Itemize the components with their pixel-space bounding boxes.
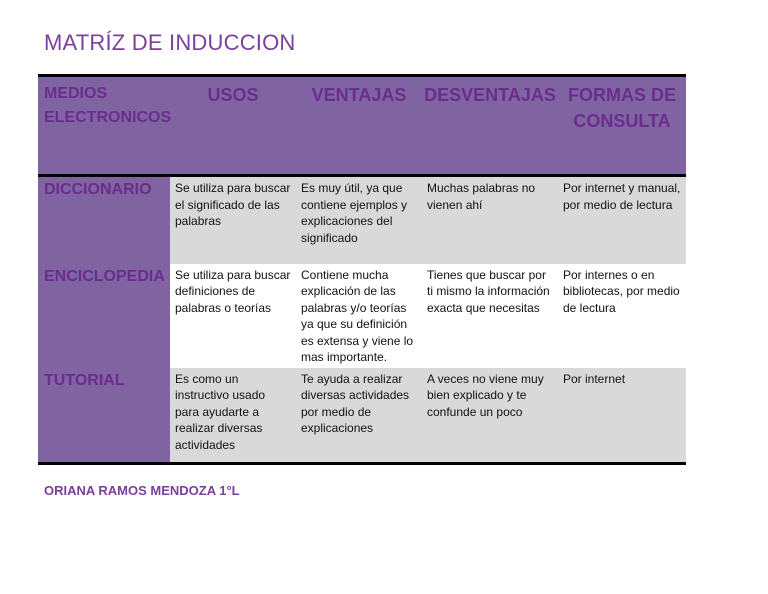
header-formas: FORMAS DE CONSULTA: [558, 76, 686, 176]
table-cell: Por internet: [558, 368, 686, 464]
row-label: DICCIONARIO: [38, 176, 170, 264]
table-cell: Tienes que buscar por ti mismo la información exacta que necesitas: [422, 264, 558, 368]
table-cell: Se utiliza para buscar definiciones de palabras o teorías: [170, 264, 296, 368]
row-label: TUTORIAL: [38, 368, 170, 464]
table-cell: Se utiliza para buscar el significado de las palabras: [170, 176, 296, 264]
table-cell: A veces no viene muy bien explicado y te confunde un poco: [422, 368, 558, 464]
table-cell: Por internet y manual, por medio de lectura: [558, 176, 686, 264]
table-row: [38, 176, 686, 264]
table-cell: Te ayuda a realizar diversas actividades por medio de explicaciones: [296, 368, 422, 464]
author-name: ORIANA RAMOS MENDOZA 1°L: [44, 483, 240, 498]
table-row: [38, 264, 686, 368]
table-cell: Muchas palabras no vienen ahí: [422, 176, 558, 264]
table-cell: Es como un instructivo usado para ayudarte a realizar diversas actividades: [170, 368, 296, 464]
row-label: ENCICLOPEDIA: [38, 264, 170, 368]
header-usos: USOS: [170, 76, 296, 176]
header-medios: MEDIOS ELECTRONICOS: [38, 76, 170, 176]
table-cell: Es muy útil, ya que contiene ejemplos y explicaciones del significado: [296, 176, 422, 264]
page-title: MATRÍZ DE INDUCCION: [44, 30, 296, 55]
header-desventajas: DESVENTAJAS: [422, 76, 558, 176]
table-cell: Por internes o en bibliotecas, por medio de lectura: [558, 264, 686, 368]
induction-matrix: [38, 74, 686, 465]
table-cell: Contiene mucha explicación de las palabras y/o teorías ya que su definición es extensa y viene lo mas importante.: [296, 264, 422, 368]
header-row: [38, 76, 686, 176]
header-ventajas: VENTAJAS: [296, 76, 422, 176]
table-row: [38, 368, 686, 464]
